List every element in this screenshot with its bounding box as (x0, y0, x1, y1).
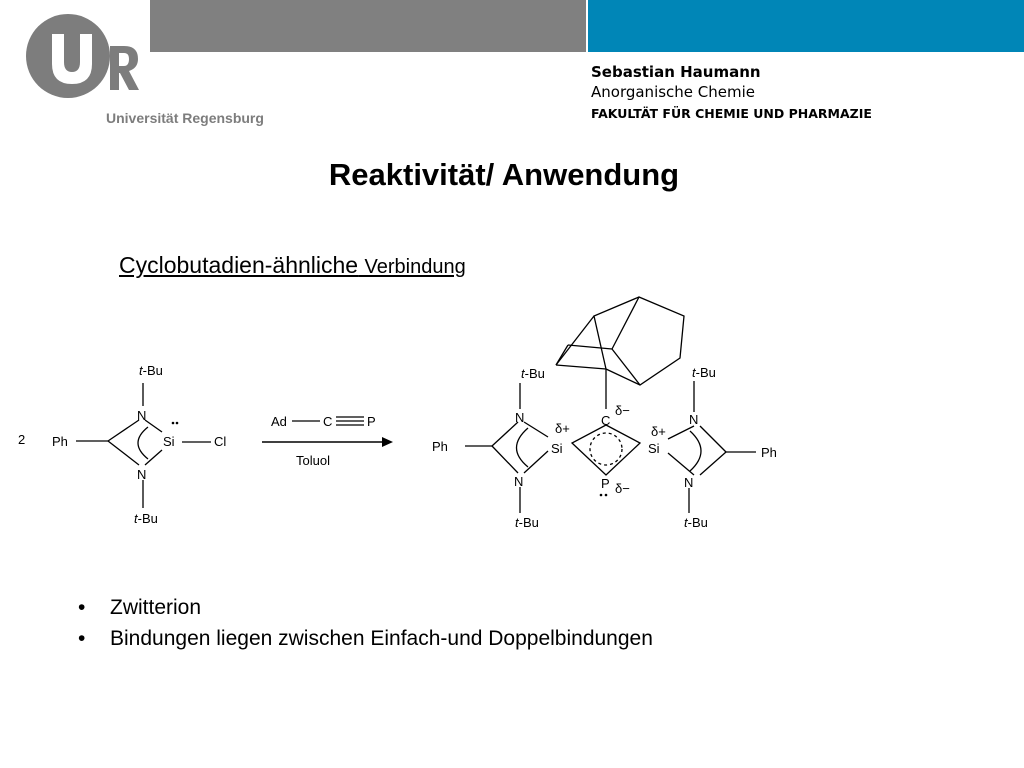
product-n-left-bottom: N (514, 474, 524, 489)
product-tbu-left-top: t-Bu (521, 366, 545, 381)
reagent-c: C (323, 414, 333, 429)
author-block (591, 62, 872, 126)
reactant-ph: Ph (52, 434, 68, 449)
department: Anorganische Chemie (591, 83, 756, 101)
product-ph-right: Ph (761, 445, 777, 460)
slide-title: Reaktivität/ Anwendung (328, 157, 680, 192)
reactant-n-top: N (137, 408, 147, 423)
bullet-list (78, 592, 653, 654)
reactant-si: Si (163, 434, 175, 449)
product-p: P (601, 476, 610, 491)
university-name: Universität Regensburg (106, 110, 264, 126)
product-tbu-right-top: t-Bu (692, 365, 716, 380)
author-name: Sebastian Haumann (591, 63, 761, 81)
reaction-scheme (0, 285, 1024, 545)
delta-minus-c: δ− (615, 403, 630, 418)
reaction-arrow (262, 437, 393, 447)
bullet-item: • Bindungen liegen zwischen Einfach-und Doppelbindungen (78, 623, 653, 654)
delta-plus-right: δ+ (651, 424, 666, 439)
reactant-n-bottom: N (137, 467, 147, 482)
reactant-tbu-top: t-Bu (139, 363, 163, 378)
bullet-item: • Zwitterion (78, 592, 653, 623)
product-c: C (601, 413, 611, 428)
product-n-right-top: N (689, 412, 699, 427)
reagent-ad: Ad (271, 414, 287, 429)
product-n-right-bottom: N (684, 475, 694, 490)
coefficient: 2 (18, 432, 26, 447)
product-molecule (465, 297, 756, 513)
solvent-label: Toluol (296, 453, 330, 468)
header-blue-bar (588, 0, 1024, 52)
subtitle-small: Verbindung (364, 256, 466, 278)
product-si-left: Si (551, 441, 563, 456)
reactant-tbu-bottom: t-Bu (134, 511, 158, 526)
product-n-left-top: N (515, 410, 525, 425)
product-si-right: Si (648, 441, 660, 456)
product-tbu-left-bottom: t-Bu (515, 515, 539, 530)
subtitle-main: Cyclobutadien-ähnliche (119, 252, 359, 278)
reactant-cl: Cl (214, 434, 227, 449)
reagent-p: P (367, 414, 376, 429)
faculty: FAKULTÄT FÜR CHEMIE UND PHARMAZIE (591, 106, 872, 121)
product-tbu-right-bottom: t-Bu (684, 515, 708, 530)
product-ph-left: Ph (432, 439, 448, 454)
delta-minus-p: δ− (615, 481, 630, 496)
slide-subtitle (119, 252, 466, 279)
delta-plus-left: δ+ (555, 421, 570, 436)
reactant-molecule (76, 383, 211, 508)
